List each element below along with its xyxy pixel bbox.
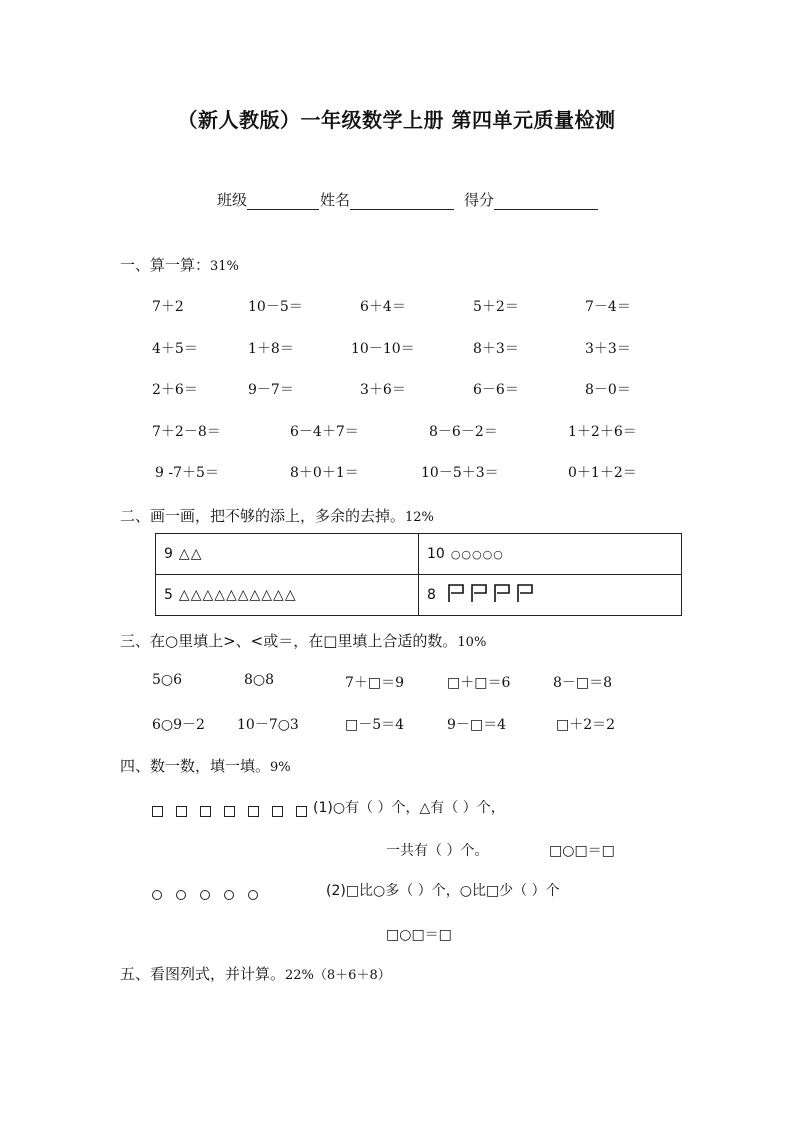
problem: 10－10＝ — [351, 341, 415, 357]
count-question-1-total: 一共有（ ）个。 — [386, 843, 489, 859]
problem: 0＋1＋2＝ — [568, 465, 637, 481]
score-blank[interactable] — [494, 193, 598, 210]
page-title: （新人教版）一年级数学上册 第四单元质量检测 — [177, 108, 616, 132]
score-field — [464, 189, 598, 210]
problem: 8－0＝ — [585, 382, 631, 398]
circle-icon — [224, 890, 234, 900]
problem: 8－6－2＝ — [429, 424, 498, 440]
name-label: 姓名 — [320, 191, 351, 209]
problem: 5＋2＝ — [473, 299, 519, 315]
problem: 6－6＝ — [473, 382, 519, 398]
section1-heading: 一、算一算：31% — [120, 256, 239, 274]
problem: 8＋3＝ — [473, 341, 519, 357]
square-icon — [272, 806, 283, 817]
circle-icon — [176, 890, 186, 900]
problem: 6＋4＝ — [360, 299, 406, 315]
count-question-2: (2)□比○多（ ）个，○比□少（ ）个 — [326, 883, 560, 899]
equation-1: □○□＝□ — [549, 843, 615, 859]
square-shapes — [152, 801, 320, 820]
problem: 7＋2 — [152, 299, 184, 315]
equation-2: □○□＝□ — [386, 927, 452, 943]
problem: 10－5＋3＝ — [421, 465, 499, 481]
circle-shapes — [152, 884, 272, 903]
problem: 7＋2－8＝ — [152, 424, 221, 440]
section2-heading: 二、画一画，把不够的添上，多余的去掉。12% — [120, 507, 434, 525]
problem: 7－4＝ — [585, 299, 631, 315]
fill-problem: 8－□＝8 — [553, 675, 613, 691]
problem: 6－4＋7＝ — [290, 424, 359, 440]
section5-heading: 五、看图列式，并计算。22%（8＋6＋8） — [120, 965, 391, 983]
fill-problem: 9－□＝4 — [447, 717, 507, 733]
score-label: 得分 — [464, 191, 495, 209]
problem: 2＋6＝ — [152, 382, 198, 398]
section4-heading: 四、数一数，填一填。9% — [120, 757, 291, 775]
drawing-cell[interactable]: 9 △△ — [156, 534, 419, 575]
circle-icon — [152, 890, 162, 900]
circle-shapes: ○○○○○ — [450, 548, 504, 561]
square-icon — [224, 806, 235, 817]
square-icon — [176, 806, 187, 817]
section3-heading: 三、在○里填上>、<或＝，在□里填上合适的数。10% — [120, 632, 487, 650]
triangle-shapes: △△ — [178, 546, 203, 562]
compare-problem: 6○9－2 — [152, 717, 205, 733]
flag-icons — [446, 582, 536, 608]
square-icon — [296, 806, 307, 817]
drawing-cell[interactable]: 8 — [419, 575, 682, 616]
name-blank[interactable] — [350, 193, 454, 210]
compare-problem: 8○8 — [244, 672, 275, 688]
class-label: 班级 — [217, 191, 248, 209]
problem: 10－5＝ — [248, 299, 303, 315]
drawing-table — [155, 533, 682, 616]
triangle-shapes: △△△△△△△△△△ — [178, 587, 297, 603]
fill-problem: 7＋□＝9 — [345, 675, 405, 691]
class-blank[interactable] — [247, 193, 319, 210]
problem: 9 -7＋5＝ — [155, 465, 219, 481]
fill-problem: □＋2＝2 — [556, 717, 616, 733]
problem: 1＋8＝ — [248, 341, 294, 357]
circle-icon — [200, 890, 210, 900]
drawing-cell[interactable]: 10 ○○○○○ — [419, 534, 682, 575]
circle-icon — [248, 890, 258, 900]
flag-icon — [446, 582, 536, 604]
name-field — [320, 189, 454, 210]
square-icon — [152, 806, 163, 817]
compare-problem: 5○6 — [152, 672, 183, 688]
fill-problem: □＋□＝6 — [447, 675, 511, 691]
problem: 3＋3＝ — [585, 341, 631, 357]
problem: 1＋2＋6＝ — [568, 424, 637, 440]
drawing-cell[interactable]: 5 △△△△△△△△△△ — [156, 575, 419, 616]
problem: 9－7＝ — [248, 382, 294, 398]
class-field — [217, 189, 319, 210]
problem: 3＋6＝ — [360, 382, 406, 398]
compare-problem: 10－7○3 — [237, 717, 299, 733]
square-icon — [200, 806, 211, 817]
problem: 8＋0＋1＝ — [290, 465, 359, 481]
problem: 4＋5＝ — [152, 341, 198, 357]
count-question-1: (1)○有（ ）个，△有（ ）个， — [313, 800, 505, 816]
fill-problem: □－5＝4 — [345, 717, 405, 733]
square-icon — [248, 806, 259, 817]
